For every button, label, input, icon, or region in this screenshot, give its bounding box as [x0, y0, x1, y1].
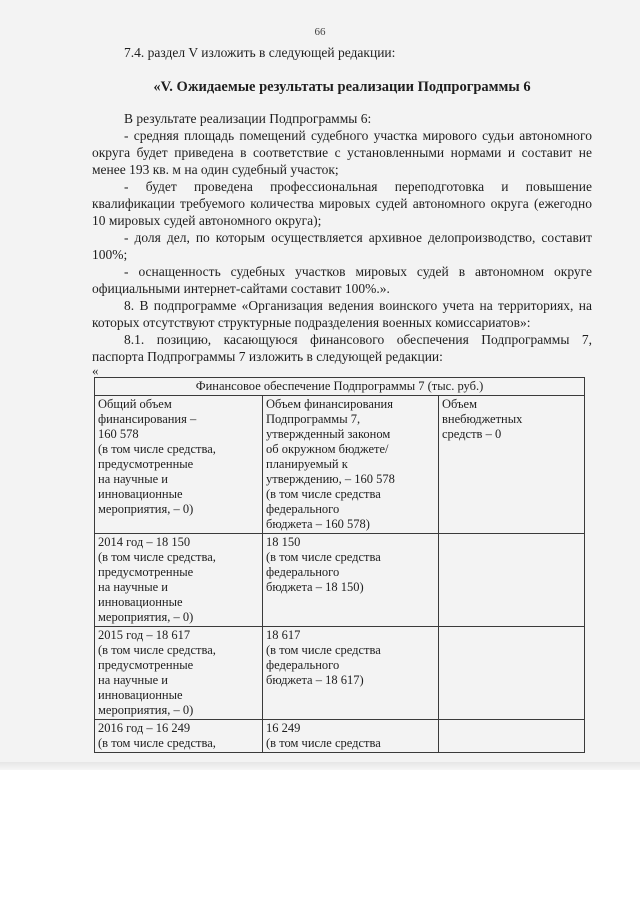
cell-line: (в том числе средства,	[98, 643, 216, 657]
cell-line: федерального	[266, 658, 340, 672]
cell-line: средств – 0	[442, 427, 502, 441]
cell-line: инновационные	[98, 487, 183, 501]
cell-line: бюджета – 18 617)	[266, 673, 364, 687]
result-item: - оснащенность судебных участков мировых судей в автономном округе официальными интернет-сайтами составит 100%.».	[92, 264, 592, 296]
cell-line: инновационные	[98, 688, 183, 702]
table-cell-c3	[439, 396, 585, 534]
cell-line: 18 617	[266, 628, 301, 642]
financing-table	[94, 377, 585, 753]
table-row	[95, 720, 585, 753]
document-body	[92, 44, 592, 753]
table-cell-c1	[95, 396, 263, 534]
section-heading: «V. Ожидаемые результаты реализации Подпрограммы 6	[153, 79, 531, 95]
cell-line: федерального	[266, 502, 340, 516]
cell-line: бюджета – 18 150)	[266, 580, 364, 594]
cell-line: планируемый к	[266, 457, 348, 471]
cell-line: утвержденный законом	[266, 427, 391, 441]
cell-line: на научные и	[98, 580, 168, 594]
cell-line: об окружном бюджете/	[266, 442, 389, 456]
result-item: - будет проведена профессиональная переподготовка и повышение квалификации требуемого количества мировых судей автономного округа (ежегодно 10 мировых судей автономного округа);	[92, 179, 592, 228]
cell-line: (в том числе средства,	[98, 550, 216, 564]
table-cell-c2	[263, 534, 439, 627]
table-cell-c1	[95, 627, 263, 720]
table-cell-c1	[95, 534, 263, 627]
table-body	[95, 396, 585, 753]
cell-line: Общий объем	[98, 397, 172, 411]
table-cell-c2	[263, 627, 439, 720]
cell-line: Объем финансирования	[266, 397, 393, 411]
cell-line: предусмотренные	[98, 658, 194, 672]
cell-line: 2014 год – 18 150	[98, 535, 191, 549]
opening-quote: «	[92, 363, 99, 378]
cell-line: Объем	[442, 397, 477, 411]
table-row	[95, 627, 585, 720]
item-8: 8. В подпрограмме «Организация ведения воинского учета на территориях, на которых отсутствуют структурные подразделения военных комиссариатов»:	[92, 298, 592, 330]
cell-line: предусмотренные	[98, 565, 194, 579]
cell-line: утверждению, – 160 578	[266, 472, 395, 486]
cell-line: предусмотренные	[98, 457, 194, 471]
cell-line: 160 578	[98, 427, 139, 441]
cell-line: на научные и	[98, 673, 168, 687]
cell-line: (в том числе средства	[266, 736, 381, 750]
cell-line: (в том числе средства,	[98, 736, 216, 750]
cell-line: мероприятия, – 0)	[98, 703, 194, 717]
cell-line: федерального	[266, 565, 340, 579]
cell-line: 2015 год – 18 617	[98, 628, 191, 642]
result-item: - средняя площадь помещений судебного участка мирового судьи автономного округа будет приведена в соответствие с установленными нормами и составит не менее 193 кв. м на один судебный участок;	[92, 128, 592, 177]
cell-line: (в том числе средства	[266, 487, 381, 501]
cell-line: бюджета – 160 578)	[266, 517, 370, 531]
cell-line: инновационные	[98, 595, 183, 609]
cell-line: 2016 год – 16 249	[98, 721, 191, 735]
cell-line: мероприятия, – 0)	[98, 502, 194, 516]
table-cell-c3	[439, 534, 585, 627]
page-number: 66	[314, 26, 326, 38]
table-cell-c3	[439, 720, 585, 753]
table-cell-c2	[263, 396, 439, 534]
cell-line: на научные и	[98, 472, 168, 486]
table-cell-c1	[95, 720, 263, 753]
table-cell-c3	[439, 627, 585, 720]
amendment-intro: 7.4. раздел V изложить в следующей редакции:	[124, 45, 396, 60]
cell-line: (в том числе средства,	[98, 442, 216, 456]
result-item: - доля дел, по которым осуществляется архивное делопроизводство, составит 100%;	[92, 230, 592, 262]
results-intro: В результате реализации Подпрограммы 6:	[124, 111, 372, 126]
item-8-1: 8.1. позицию, касающуюся финансового обеспечения Подпрограммы 7, паспорта Подпрограммы 7 изложить в следующей редакции:	[92, 332, 592, 364]
cell-line: Подпрограммы 7,	[266, 412, 361, 426]
cell-line: 18 150	[266, 535, 301, 549]
cell-line: 16 249	[266, 721, 301, 735]
table-row	[95, 396, 585, 534]
cell-line: (в том числе средства	[266, 550, 381, 564]
table-cell-c2	[263, 720, 439, 753]
cell-line: внебюджетных	[442, 412, 523, 426]
cell-line: финансирования –	[98, 412, 197, 426]
table-caption: Финансовое обеспечение Подпрограммы 7 (тыс. руб.)	[95, 378, 585, 396]
cell-line: (в том числе средства	[266, 643, 381, 657]
cell-line: мероприятия, – 0)	[98, 610, 194, 624]
table-row	[95, 534, 585, 627]
